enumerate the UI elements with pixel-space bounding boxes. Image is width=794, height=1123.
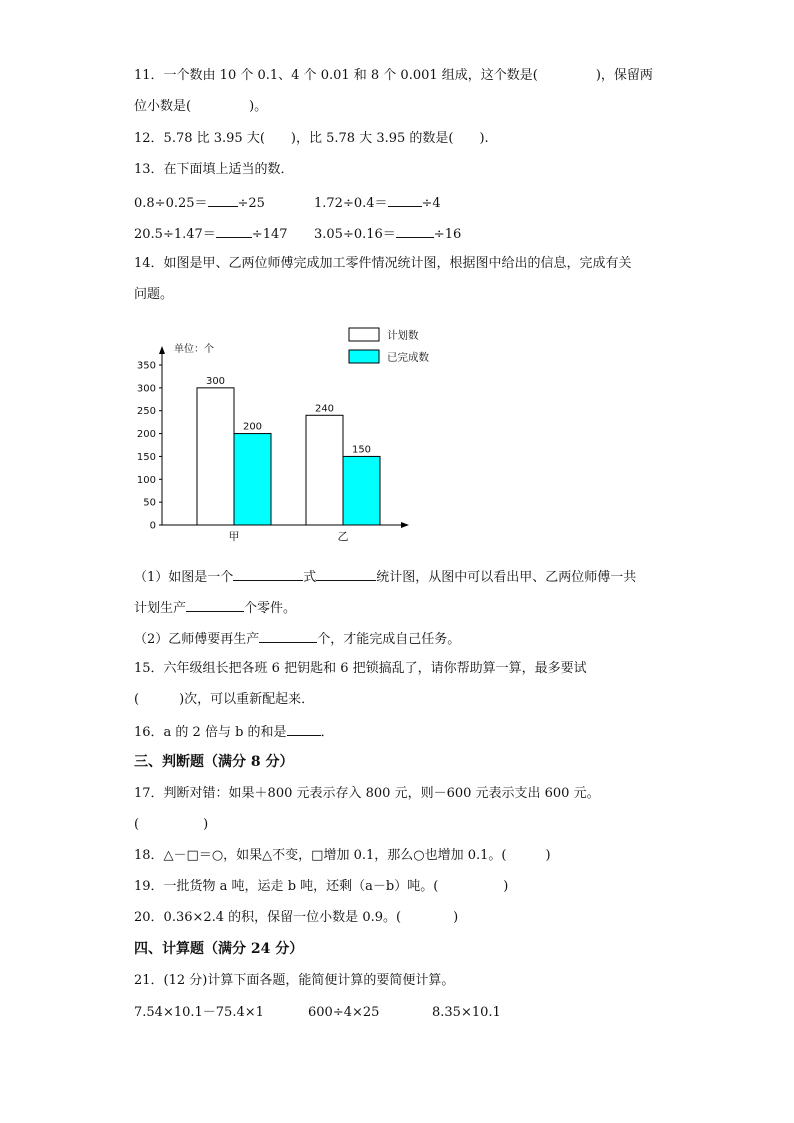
q15-line2	[134, 691, 314, 709]
q14-text: 式	[303, 570, 317, 585]
q16-text	[134, 722, 334, 742]
q13-expr: ÷147	[251, 227, 288, 242]
q14-sub2	[134, 629, 460, 649]
y-tick-label: 0	[149, 520, 156, 532]
q13-row2-col1	[134, 224, 288, 244]
q14-line1: 14．如图是甲、乙两位师傅完成加工零件情况统计图，根据图中给出的信息，完成有关	[134, 256, 632, 271]
q21-expr-2: 600÷4×25	[308, 1005, 380, 1020]
q21-expr-1: 7.54×10.1－75.4×1	[134, 1005, 264, 1020]
q14-text: 个零件。	[244, 601, 297, 616]
q14-line2: 问题。	[134, 287, 174, 302]
q16-text-b: ．	[320, 725, 334, 740]
q11-text-b: )，保留两	[595, 68, 653, 83]
q16-text-a: 16．a 的 2 倍与 b 的和是	[134, 725, 287, 740]
legend-swatch	[349, 328, 379, 341]
bar-chart	[120, 320, 430, 550]
q20-text: 20．0.36×2.4 的积，保留一位小数是 0.9。( )	[134, 910, 459, 925]
q13-expr: 1.72÷0.4＝	[314, 196, 388, 211]
q13-row1-col1	[134, 193, 265, 213]
q12-text: 12．5.78 比 3.95 大( )，比 5.78 大 3.95 的数是( ).	[134, 131, 489, 146]
q14-sub1-line2	[134, 598, 296, 618]
q15-text: (	[134, 692, 140, 707]
q13-row2-col2	[314, 224, 461, 244]
y-tick-label: 50	[143, 497, 156, 509]
q17-line1: 17．判断对错：如果＋800 元表示存入 800 元，则－600 元表示支出 600 元。	[134, 786, 600, 801]
q13-expr: 0.8÷0.25＝	[134, 196, 208, 211]
q14-blank-1[interactable]	[233, 567, 303, 581]
y-tick-label: 350	[136, 360, 156, 372]
q11-text-a: 11．一个数由 10 个 0.1、4 个 0.01 和 8 个 0.001 组成，这个数是(	[134, 68, 538, 83]
q14-blank-3[interactable]	[186, 598, 244, 612]
q17-text: )	[203, 817, 209, 832]
bar-value-label: 150	[351, 444, 372, 456]
q13-expr: ÷4	[421, 196, 441, 211]
bar-planned	[306, 415, 343, 525]
bar-planned	[197, 388, 234, 525]
legend-label: 已完成数	[387, 351, 429, 364]
q14-text: （2）乙师傅要再生产	[134, 632, 260, 647]
q14-blank-2[interactable]	[316, 567, 376, 581]
x-axis-arrow	[401, 522, 409, 528]
q13-expr: 3.05÷0.16＝	[314, 227, 396, 242]
q11-text-c: 位小数是(	[134, 99, 192, 114]
legend-label: 计划数	[387, 329, 419, 342]
section-4-title: 四、计算题（满分 24 分）	[134, 941, 304, 957]
q11-line1	[134, 67, 653, 85]
q11-text-d: )。	[249, 99, 268, 114]
q14-text: 统计图，从图中可以看出甲、乙两位师傅一共	[376, 570, 637, 585]
q21-title: 21．(12 分)计算下面各题，能简便计算的要简便计算。	[134, 973, 455, 988]
q15-line1: 15．六年级组长把各班 6 把钥匙和 6 把锁搞乱了，请你帮助算一算，最多要试	[134, 661, 587, 676]
q13-expr: ÷25	[237, 196, 265, 211]
y-tick-label: 300	[136, 383, 156, 395]
q17-line2	[134, 816, 208, 834]
unit-label: 单位：个	[174, 344, 214, 355]
q16-blank[interactable]	[287, 722, 321, 736]
bar-completed	[343, 456, 380, 525]
q13-expr: 20.5÷1.47＝	[134, 227, 216, 242]
q13-blank[interactable]	[208, 193, 238, 207]
q17-text: (	[134, 817, 140, 832]
q14-text: （1）如图是一个	[134, 570, 234, 585]
y-tick-label: 250	[136, 406, 156, 418]
bar-value-label: 240	[314, 403, 335, 415]
q13-expr: ÷16	[433, 227, 462, 242]
q13-title: 13．在下面填上适当的数．	[134, 162, 294, 177]
y-tick-label: 150	[136, 451, 156, 463]
q21-expr-3: 8.35×10.1	[432, 1005, 501, 1020]
y-axis-arrow	[159, 346, 165, 354]
q11-line2	[134, 98, 267, 116]
q13-blank[interactable]	[388, 193, 422, 207]
category-label: 甲	[228, 530, 240, 543]
q14-blank-4[interactable]	[259, 629, 317, 643]
q18-text: 18．△－□＝○，如果△不变，□增加 0.1，那么○也增加 0.1。( )	[134, 848, 551, 863]
q19-text: 19．一批货物 a 吨，运走 b 吨，还剩（a－b）吨。( )	[134, 879, 509, 894]
legend-swatch	[349, 350, 379, 363]
q13-blank[interactable]	[216, 224, 252, 238]
q14-text: 个，才能完成自己任务。	[317, 632, 461, 647]
bar-completed	[234, 434, 271, 525]
bar-value-label: 300	[205, 375, 226, 387]
section-3-title: 三、判断题（满分 8 分）	[134, 754, 294, 770]
q13-row1-col2	[314, 193, 441, 213]
y-tick-label: 100	[136, 474, 156, 486]
category-label: 乙	[337, 530, 349, 543]
q15-text: )次，可以重新配起来．	[179, 692, 315, 707]
q13-blank[interactable]	[396, 224, 434, 238]
q14-sub1-line1	[134, 567, 636, 587]
y-tick-label: 200	[136, 429, 156, 441]
q14-text: 计划生产	[134, 601, 187, 616]
bar-value-label: 200	[242, 421, 263, 433]
